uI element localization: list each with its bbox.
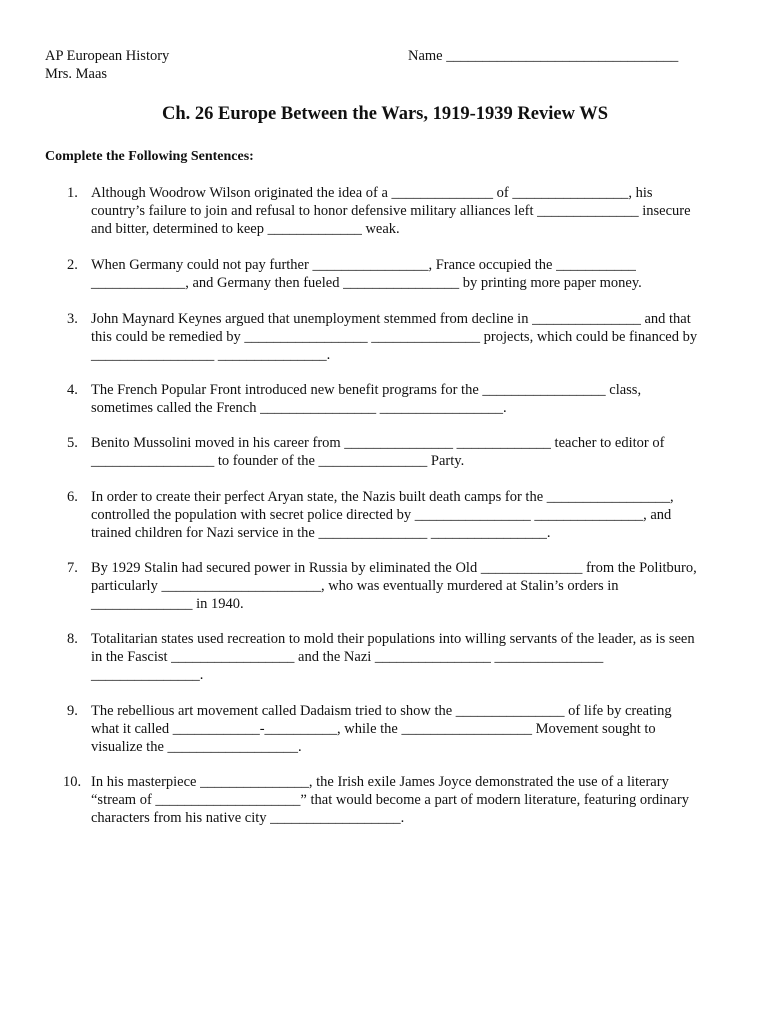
question-9 [67, 702, 727, 756]
question-line: “stream of ____________________” that would become a part of modern literature, featuring ordinary [91, 792, 689, 808]
question-number: 4. [67, 382, 78, 398]
question-line: The rebellious art movement called Dadaism tried to show the _______________ of life by creating [91, 703, 672, 719]
question-line: ______________ in 1940. [91, 596, 244, 612]
question-line: and bitter, determined to keep _____________ weak. [91, 221, 400, 237]
question-line: _____________, and Germany then fueled ________________ by printing more paper money. [91, 275, 642, 291]
question-line: this could be remedied by _________________ _______________ projects, which could be financed by [91, 329, 698, 345]
question-3 [67, 310, 727, 364]
question-10 [63, 773, 727, 827]
question-2 [67, 256, 727, 292]
question-line: what it called ____________-__________, while the __________________ Movement sought to [91, 721, 656, 737]
question-line: Benito Mussolini moved in his career from _______________ _____________ teacher to editor of [91, 435, 665, 451]
question-line: in the Fascist _________________ and the Nazi ________________ _______________ [91, 649, 604, 665]
question-line: _______________. [91, 667, 204, 683]
question-line: trained children for Nazi service in the _______________ ________________. [91, 525, 551, 541]
question-line: sometimes called the French ________________ _________________. [91, 400, 507, 416]
page-title: Ch. 26 Europe Between the Wars, 1919-1939 Review WS [161, 104, 609, 124]
question-number: 5. [67, 435, 78, 451]
question-5 [67, 434, 727, 470]
question-number: 10. [63, 774, 82, 790]
question-line: _________________ to founder of the _______________ Party. [91, 453, 465, 469]
question-number: 2. [67, 257, 78, 273]
question-line: country’s failure to join and refusal to honor defensive military alliances left ______________ insecure [91, 203, 691, 219]
header-course-info [45, 47, 169, 83]
question-line: By 1929 Stalin had secured power in Russia by eliminated the Old ______________ from the Politburo, [91, 560, 697, 576]
question-6 [67, 488, 727, 542]
question-number: 8. [67, 631, 78, 647]
question-line: controlled the population with secret police directed by ________________ _______________, and [91, 507, 672, 523]
question-line: particularly ______________________, who was eventually murdered at Stalin’s orders in [91, 578, 619, 594]
question-line: In his masterpiece _______________, the Irish exile James Joyce demonstrated the use of a literary [91, 774, 669, 790]
question-number: 9. [67, 703, 78, 719]
question-line: In order to create their perfect Aryan state, the Nazis built death camps for the _________________, [91, 489, 674, 505]
question-number: 6. [67, 489, 78, 505]
question-number: 3. [67, 311, 78, 327]
instructions-heading: Complete the Following Sentences: [45, 149, 254, 164]
question-line: visualize the __________________. [91, 739, 302, 755]
question-number: 7. [67, 560, 78, 576]
question-line: The French Popular Front introduced new benefit programs for the _________________ class, [91, 382, 642, 398]
course-name: AP European History [45, 48, 170, 64]
question-4 [67, 381, 727, 417]
question-line: When Germany could not pay further ________________, France occupied the ___________ [91, 257, 636, 273]
question-7 [67, 559, 727, 613]
question-8 [67, 630, 727, 684]
question-line: John Maynard Keynes argued that unemployment stemmed from decline in _______________ and that [91, 311, 691, 327]
question-line: Totalitarian states used recreation to mold their populations into willing servants of the leader, as is seen [91, 631, 695, 647]
question-1 [67, 184, 727, 238]
question-line: characters from his native city __________________. [91, 810, 405, 826]
student-name-field: Name ________________________________ [408, 48, 679, 64]
teacher-name: Mrs. Maas [45, 66, 108, 82]
question-number: 1. [67, 185, 78, 201]
question-line: _________________ _______________. [91, 347, 331, 363]
question-line: Although Woodrow Wilson originated the idea of a ______________ of ________________, his [91, 185, 653, 201]
